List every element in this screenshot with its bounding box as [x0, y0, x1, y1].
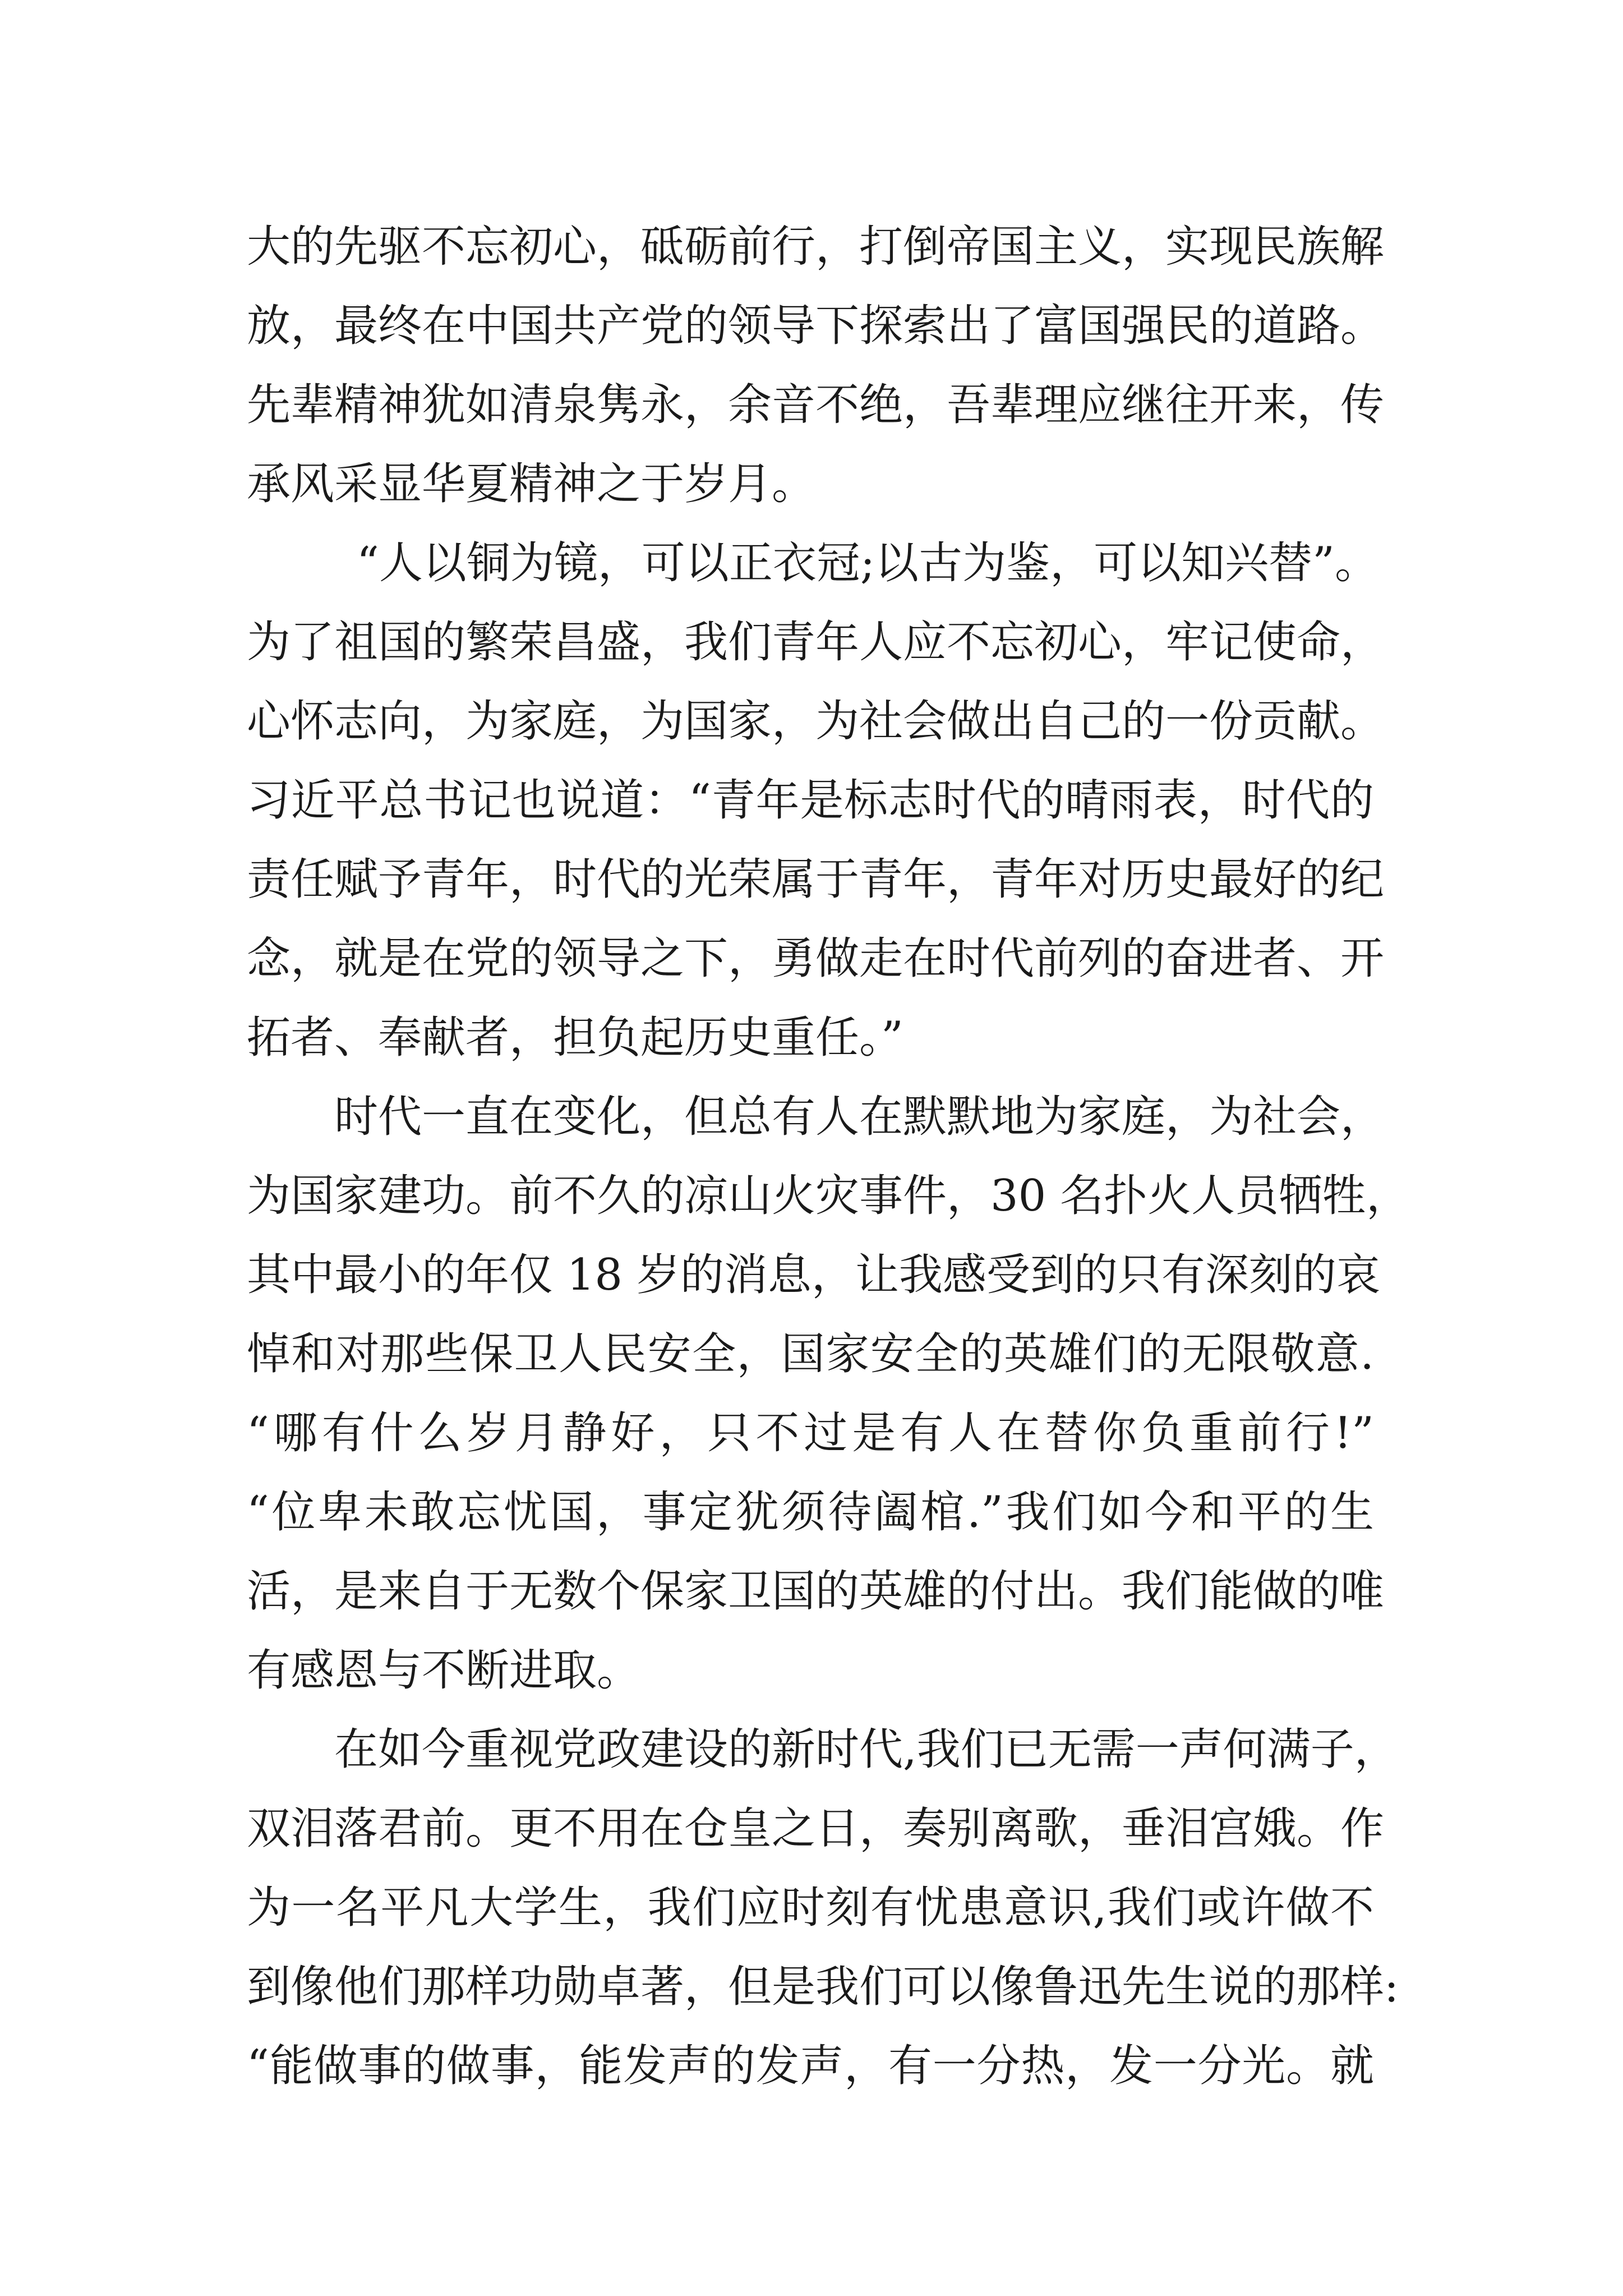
paragraph-4 [247, 1710, 1399, 2106]
text-line: 时代一直在变化，但总有人在默默地为家庭，为社会， [334, 1092, 1385, 1142]
text-line: 双泪落君前。更不用在仓皇之日，奏别离歌，垂泪宫娥。作 [247, 1803, 1385, 1854]
text-line: 为一名平凡大学生，我们应时刻有忧患意识,我们或许做不 [247, 1883, 1374, 1933]
text-line: 为国家建功。前不久的凉山火灾事件，30 名扑火人员牺牲， [247, 1171, 1410, 1221]
text-line: 为了祖国的繁荣昌盛，我们青年人应不忘初心，牢记使命， [247, 617, 1385, 668]
text-line: 心怀志向，为家庭，为国家，为社会做出自己的一份贡献。 [247, 696, 1385, 747]
text-line: 有感恩与不断进取。 [247, 1645, 641, 1696]
text-line: 责任赋予青年，时代的光荣属于青年，青年对历史最好的纪 [247, 854, 1385, 905]
text-line: 习近平总书记也说道：“青年是标志时代的晴雨表，时代的 [247, 775, 1374, 826]
text-line: 大的先驱不忘初心，砥砺前行，打倒帝国主义，实现民族解 [247, 222, 1385, 272]
text-line: 念，就是在党的领导之下，勇做走在时代前列的奋进者、开 [247, 933, 1385, 984]
text-line: 其中最小的年仅 18 岁的消息，让我感受到的只有深刻的哀 [247, 1250, 1380, 1300]
text-line: “能做事的做事，能发声的发声，有一分热，发一分光。就 [247, 2041, 1374, 2091]
text-line: “人以铜为镜，可以正衣冠;以古为鉴，可以知兴替”。 [357, 538, 1379, 588]
body-text [247, 208, 1410, 2106]
text-line: “位卑未敢忘忧国，事定犹须待阖棺.”我们如今和平的生 [247, 1487, 1374, 1538]
text-line: 先辈精神犹如清泉隽永，余音不绝，吾辈理应继往开来，传 [247, 380, 1385, 430]
text-line: 活，是来自于无数个保家卫国的英雄的付出。我们能做的唯 [247, 1566, 1385, 1617]
text-line: 在如今重视党政建设的新时代,我们已无需一声何满子， [334, 1724, 1398, 1775]
text-line: 悼和对那些保卫人民安全，国家安全的英雄们的无限敬意. [247, 1329, 1374, 1379]
paragraph-1 [247, 208, 1385, 524]
text-line: 拓者、奉献者，担负起历史重任。” [247, 1013, 903, 1063]
text-line: 承风采显华夏精神之于岁月。 [247, 459, 816, 509]
text-line: “哪有什么岁月静好，只不过是有人在替你负重前行!” [247, 1408, 1374, 1458]
text-line: 到像他们那样功勋卓著，但是我们可以像鲁迅先生说的那样: [247, 1962, 1399, 2012]
text-line: 放，最终在中国共产党的领导下探索出了富国强民的道路。 [247, 301, 1385, 351]
paragraph-2 [247, 524, 1385, 1078]
paragraph-3 [247, 1078, 1410, 1710]
